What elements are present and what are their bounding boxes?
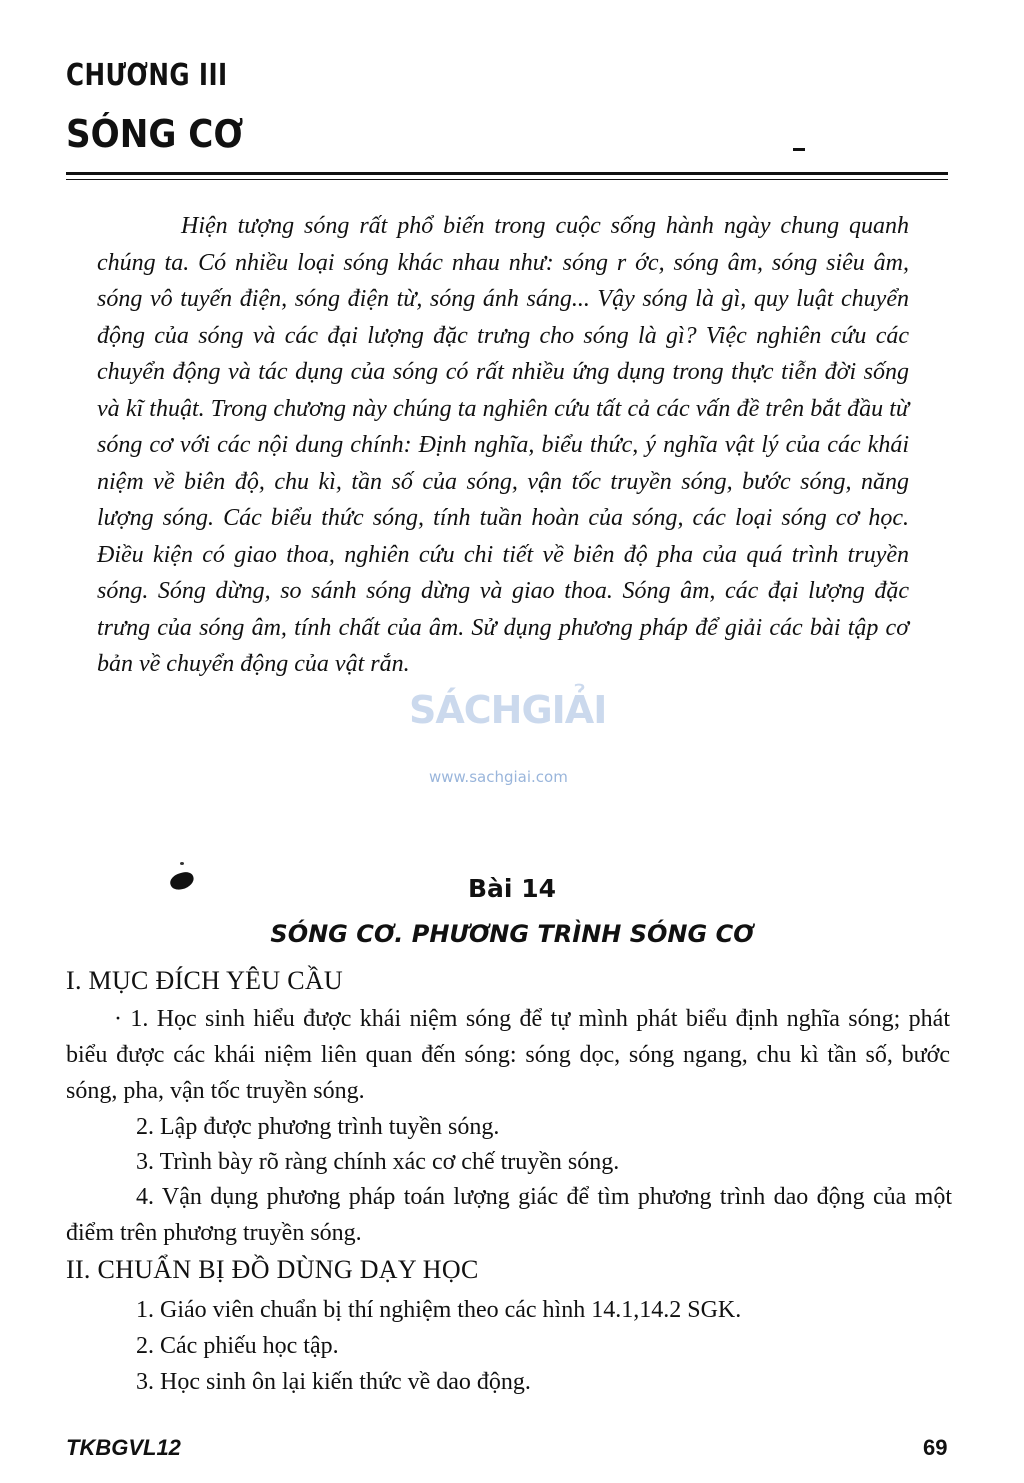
- page-number: 69: [923, 1435, 948, 1460]
- ink-speck: [180, 862, 184, 865]
- section-heading-preparation: II. CHUẨN BỊ ĐỒ DÙNG DẠY HỌC: [66, 1255, 479, 1284]
- objective-item: 3. Trình bày rõ ràng chính xác cơ chế truyền sóng.: [136, 1149, 620, 1175]
- preparation-item: 1. Giáo viên chuẩn bị thí nghiệm theo các hình 14.1,14.2 SGK.: [136, 1297, 742, 1323]
- lesson-title: SÓNG CƠ. PHƯƠNG TRÌNH SÓNG CƠ: [270, 920, 754, 948]
- objective-item: · 1. Học sinh hiểu được khái niệm sóng để tự mình phát biểu định nghĩa sóng; phát biểu được các khái niệm liên quan đến sóng: sóng dọc, sóng ngang, chu kì tần số, bước sóng, pha, vận tốc truyền sóng.: [66, 1006, 950, 1104]
- watermark-logo: SÁCHGIẢI: [409, 688, 607, 732]
- section-heading-objectives: I. MỤC ĐÍCH YÊU CẦU: [66, 966, 344, 995]
- chapter-divider-thick: [66, 172, 948, 175]
- lesson-number: Bài 14: [468, 874, 556, 903]
- footer-book-code: TKBGVL12: [66, 1435, 181, 1460]
- watermark: [405, 688, 625, 798]
- chapter-title: SÓNG CƠ: [66, 112, 244, 156]
- watermark-url: www.sachgiai.com: [429, 768, 568, 786]
- preparation-item: 2. Các phiếu học tập.: [136, 1333, 339, 1359]
- chapter-divider-thin: [66, 179, 948, 180]
- preparation-item: 3. Học sinh ôn lại kiến thức về dao động.: [136, 1369, 531, 1395]
- chapter-label: CHƯƠNG III: [66, 58, 228, 93]
- objective-item: 2. Lập được phương trình tuyền sóng.: [136, 1114, 500, 1140]
- chapter-intro-paragraph: Hiện tượng sóng rất phổ biến trong cuộc sống hành ngày chung quanh chúng ta. Có nhiều loại sóng khác nhau như: sóng r ớc, sóng âm, sóng siêu âm, sóng vô tuyến điện, sóng điện từ, sóng ánh sáng... Vậy sóng là gì, quy luật chuyển động của sóng và các đại lượng đặc trưng cho sóng là gì? Việc nghiên cứu các chuyển động và tác dụng của sóng có rất nhiều ứng dụng trong thực tiễn đời sống và kĩ thuật. Trong chương này chúng ta nghiên cứu tất cả các vấn đề trên bắt đầu từ sóng cơ với các nội dung chính: Định nghĩa, biểu thức, ý nghĩa vật lý của các khái niệm về biên độ, chu kì, tần số của sóng, vận tốc truyền sóng, bước sóng, năng lượng sóng. Các biểu thức sóng, tính tuần hoàn của sóng, các loại sóng cơ học. Điều kiện có giao thoa, nghiên cứu chi tiết về biên độ pha của quá trình truyền sóng. Sóng dừng, so sánh sóng dừng và giao thoa. Sóng âm, các đại lượng đặc trưng của sóng âm, tính chất của âm. Sử dụng phương pháp để giải các bài tập cơ bản về chuyển động của vật rắn.: [97, 213, 909, 677]
- stray-mark: [793, 148, 805, 151]
- objective-item: 4. Vận dụng phương pháp toán lượng giác để tìm phương trình dao động của một điểm trên phương truyền sóng.: [66, 1184, 952, 1246]
